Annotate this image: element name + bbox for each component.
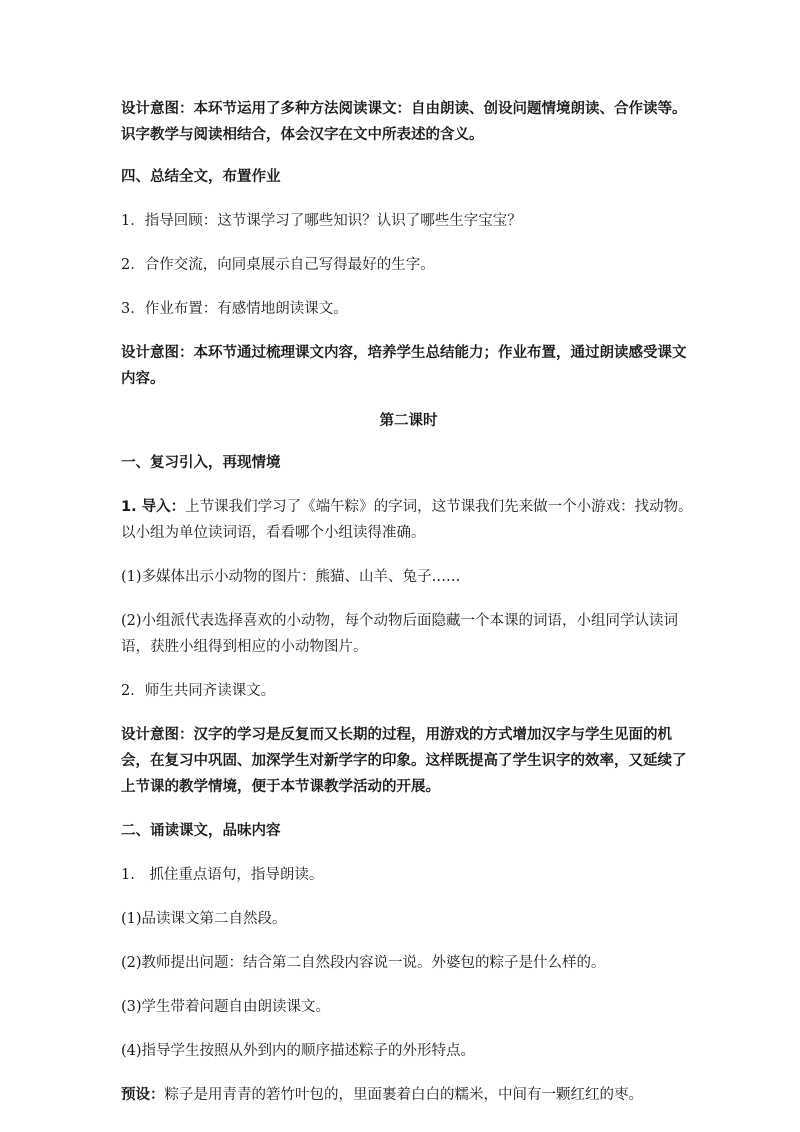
introduction-label: 1. 导入：	[121, 499, 186, 515]
introduction-text: 上节课我们学习了《端午粽》的字词，这节课我们先来做一个小游戏：找动物。以小组为单位读词语，看看哪个小组读得准确。	[121, 499, 693, 541]
paragraph-animals: (1)多媒体出示小动物的图片：熊猫、山羊、兔子……	[121, 569, 461, 585]
paragraph-homework: 3．作业布置：有感情地朗读课文。	[121, 301, 348, 317]
design-intent-paragraph-3: 设计意图：汉字的学习是反复而又长期的过程，用游戏的方式增加汉字与学生见面的机会，在复习中巩固、加深学生对新学字的印象。这样既提高了学生识字的效率，又延续了上节课的教学情境，便于本节课教学活动的开展。	[121, 727, 687, 795]
paragraph-introduction	[121, 494, 696, 546]
preset-label: 预设：	[121, 1087, 165, 1103]
paragraph-teacher-question: (2)教师提出问题：结合第二自然段内容说一说。外婆包的粽子是什么样的。	[121, 955, 606, 971]
paragraph-exchange: 2．合作交流，向同桌展示自己写得最好的生字。	[121, 257, 435, 273]
paragraph-read-together: 2．师生共同齐读课文。	[121, 683, 276, 699]
paragraph-key-sentences: 1. 抓住重点语句，指导朗读。	[121, 867, 324, 883]
lesson-title: 第二课时	[379, 413, 438, 429]
paragraph-preset	[121, 1082, 696, 1108]
design-intent-paragraph-1: 设计意图：本环节运用了多种方法阅读课文：自由朗读、创设问题情境朗读、合作读等。识字教学与阅读相结合，体会汉字在文中所表述的含义。	[121, 101, 687, 143]
document-body	[121, 96, 696, 1108]
section-heading-one: 一、复习引入，再现情境	[121, 455, 281, 471]
paragraph-describe-zongzi: (4)指导学生按照从外到内的顺序描述粽子的外形特点。	[121, 1043, 476, 1059]
section-heading-four: 四、总结全文，布置作业	[121, 169, 281, 185]
section-heading-two: 二、诵读课文，品味内容	[121, 823, 281, 839]
paragraph-group-game: (2)小组派代表选择喜欢的小动物，每个动物后面隐藏一个本课的词语，小组同学认读词语，获胜小组得到相应的小动物图片。	[121, 613, 679, 655]
paragraph-free-reading: (3)学生带着问题自由朗读课文。	[121, 999, 331, 1015]
paragraph-review: 1．指导回顾：这节课学习了哪些知识？认识了哪些生字宝宝？	[121, 213, 522, 229]
preset-text: 粽子是用青青的箬竹叶包的，里面裹着白白的糯米，中间有一颗红红的枣。	[164, 1087, 643, 1103]
design-intent-paragraph-2: 设计意图：本环节通过梳理课文内容，培养学生总结能力；作业布置，通过朗读感受课文内容。	[121, 345, 687, 387]
paragraph-second-section: (1)品读课文第二自然段。	[121, 911, 287, 927]
